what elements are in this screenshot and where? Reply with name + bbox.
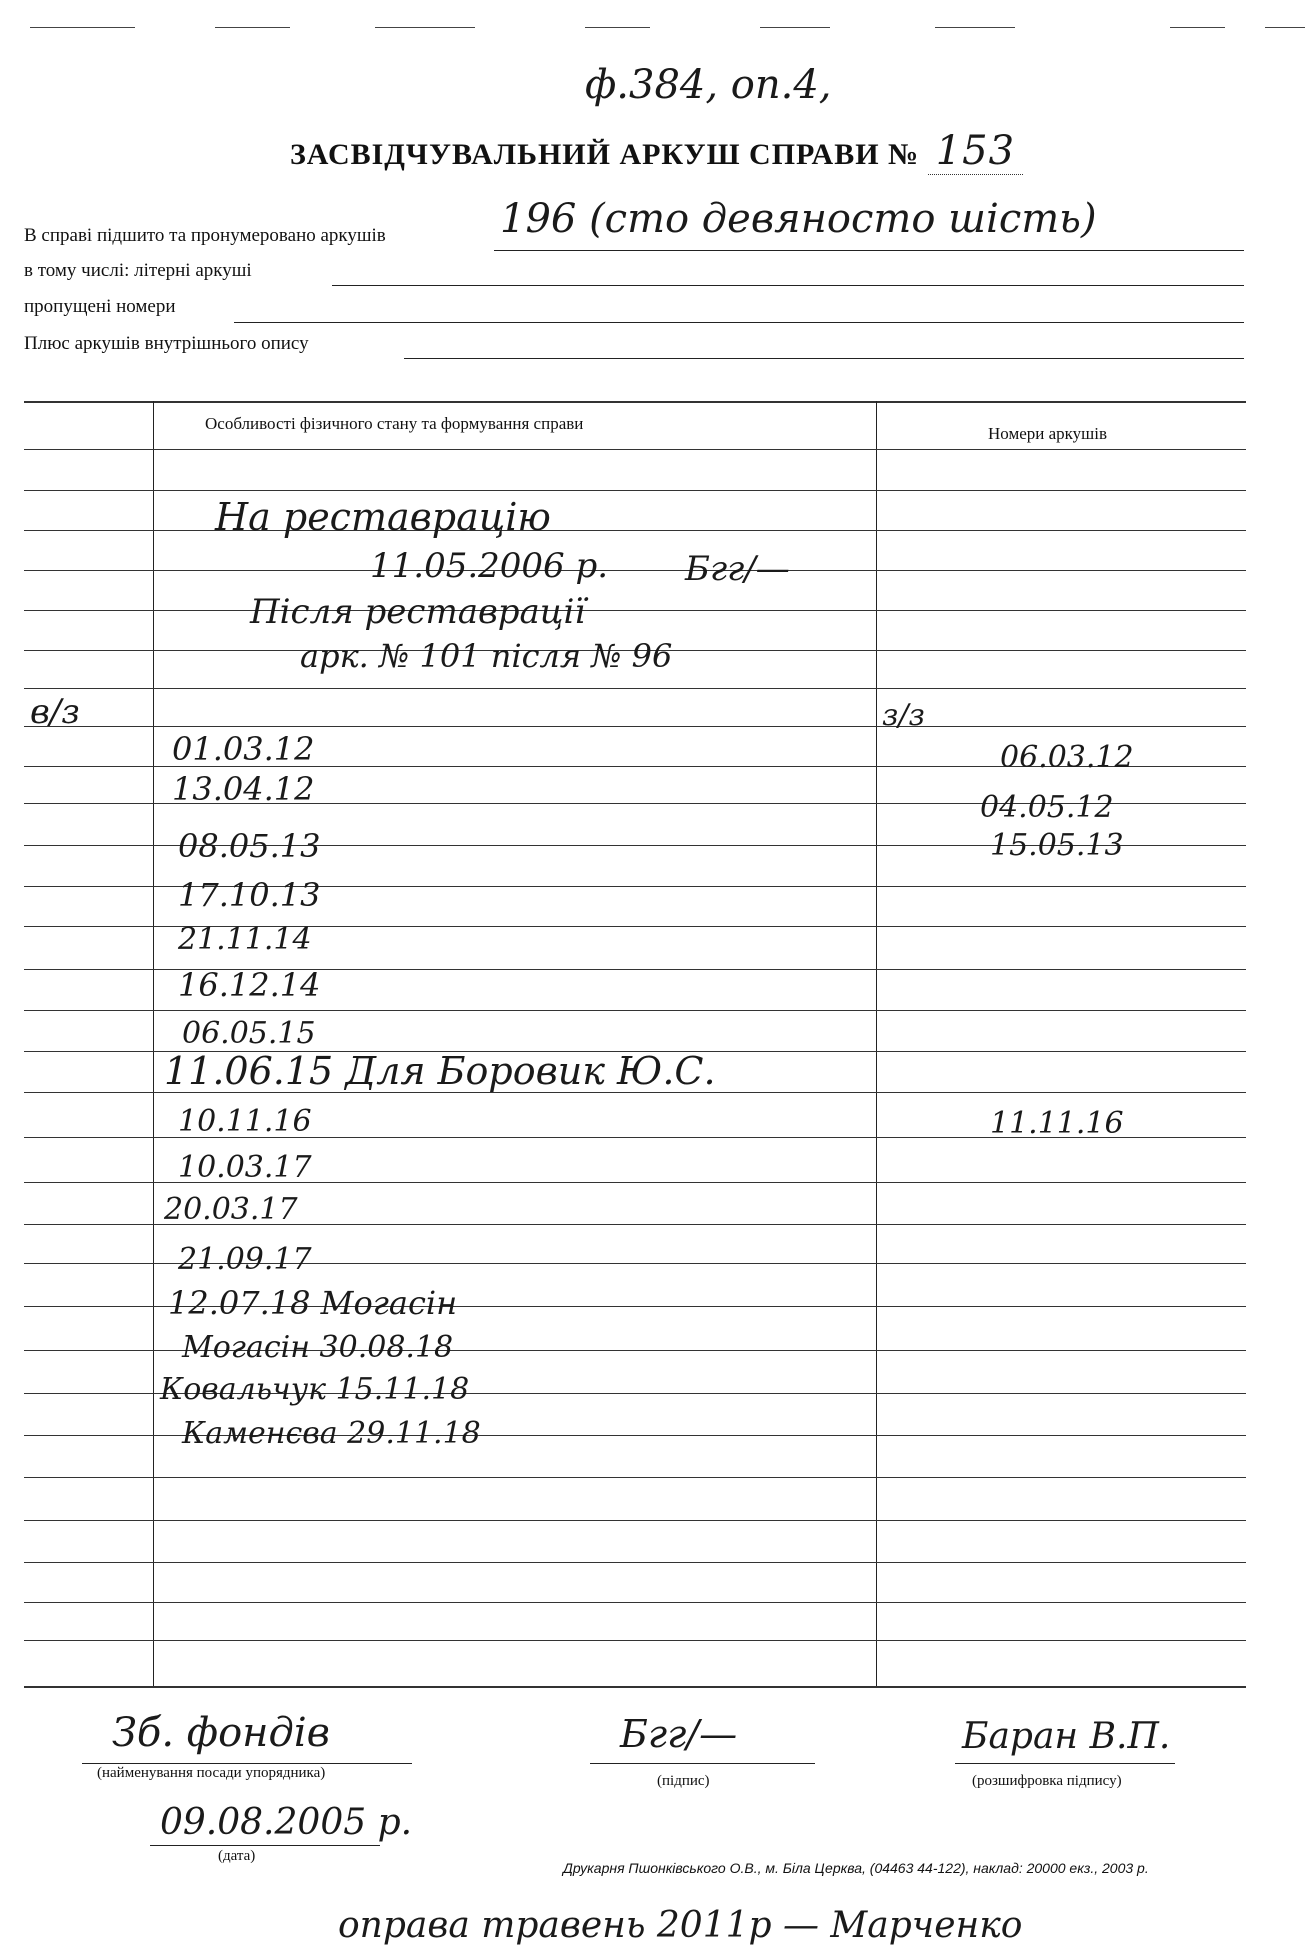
position-value: Зб. фондів bbox=[112, 1710, 330, 1756]
col-header-features: Особливості фізичного стану та формування справи bbox=[205, 414, 584, 433]
restoration-line-1: На реставрацію bbox=[215, 495, 551, 539]
table-row-line bbox=[24, 610, 1246, 611]
table-row-line bbox=[24, 530, 1246, 531]
entry-date: 13.04.12 bbox=[172, 770, 315, 808]
return-date: 06.03.12 bbox=[1000, 740, 1134, 775]
return-date: 04.05.12 bbox=[980, 790, 1114, 825]
entry-date: 20.03.17 bbox=[164, 1192, 298, 1227]
restoration-line-3: Після реставрації bbox=[250, 592, 586, 632]
restoration-line-4: арк. № 101 після № 96 bbox=[300, 637, 673, 675]
position-underline bbox=[82, 1763, 412, 1764]
missing-label: пропущені номери bbox=[24, 296, 176, 317]
table-divider-left bbox=[153, 401, 154, 1686]
table-row-line bbox=[24, 1562, 1246, 1563]
entry-date: Ковальчук 15.11.18 bbox=[160, 1372, 470, 1407]
title-text: ЗАСВІДЧУВАЛЬНИЙ АРКУШ СПРАВИ № bbox=[289, 138, 920, 171]
entry-date: 17.10.13 bbox=[178, 876, 321, 914]
printer-imprint: Друкарня Пшонківського О.В., м. Біла Церква, (04463 44-122), наклад: 20000 екз., 2003 р. bbox=[563, 1860, 1149, 1876]
table-row-line bbox=[24, 490, 1246, 491]
letter-underline bbox=[332, 285, 1244, 286]
scan-artifact bbox=[375, 27, 475, 28]
case-number: 153 bbox=[928, 128, 1023, 175]
table-row-line bbox=[24, 570, 1246, 571]
table-top-border bbox=[24, 401, 1246, 403]
sheets-label: В справі підшито та пронумеровано аркушів bbox=[24, 225, 386, 246]
scan-artifact bbox=[215, 27, 290, 28]
document-title bbox=[0, 128, 1313, 174]
inner-underline bbox=[404, 358, 1244, 359]
letter-label: в тому числі: літерні аркуші bbox=[24, 260, 252, 281]
left-margin-mark: в/з bbox=[30, 692, 80, 732]
sheets-underline bbox=[494, 250, 1244, 251]
table-bottom-border bbox=[24, 1686, 1246, 1688]
table-row-line bbox=[24, 1477, 1246, 1478]
col-header-sheets: Номери аркушів bbox=[988, 424, 1108, 443]
entry-date: 10.11.16 bbox=[178, 1104, 312, 1139]
entry-date: Могасін 30.08.18 bbox=[182, 1330, 454, 1365]
scan-artifact bbox=[760, 27, 830, 28]
entry-date: Каменєва 29.11.18 bbox=[182, 1416, 481, 1451]
table-row-line bbox=[24, 1520, 1246, 1521]
table-row-line bbox=[24, 1640, 1246, 1641]
scan-artifact bbox=[1265, 27, 1305, 28]
date-value: 09.08.2005 р. bbox=[160, 1802, 413, 1843]
entry-date: 16.12.14 bbox=[178, 966, 321, 1004]
table-row-line bbox=[24, 726, 1246, 727]
entry-date: 08.05.13 bbox=[178, 827, 321, 865]
right-margin-mark: з/з bbox=[882, 698, 925, 733]
entry-date: 01.03.12 bbox=[172, 730, 315, 768]
scan-artifact bbox=[30, 27, 135, 28]
restoration-signature: Бгг/— bbox=[685, 549, 790, 589]
return-date: 15.05.13 bbox=[990, 828, 1124, 863]
entry-date: 21.09.17 bbox=[178, 1242, 312, 1277]
scan-artifact bbox=[935, 27, 1015, 28]
signature: Бгг/— bbox=[620, 1712, 738, 1756]
name-value: Баран В.П. bbox=[962, 1716, 1171, 1757]
date-underline bbox=[150, 1845, 380, 1846]
return-date: 11.11.16 bbox=[990, 1106, 1124, 1141]
table-divider-right bbox=[876, 401, 877, 1686]
entry-date: 10.03.17 bbox=[178, 1150, 312, 1185]
table-row-line bbox=[24, 688, 1246, 689]
date-label: (дата) bbox=[218, 1848, 256, 1864]
entry-date: 21.11.14 bbox=[178, 922, 312, 957]
entry-date: 06.05.15 bbox=[182, 1016, 316, 1051]
name-label: (розшифровка підпису) bbox=[972, 1773, 1122, 1789]
inner-label: Плюс аркушів внутрішнього опису bbox=[24, 333, 309, 354]
table-row-line bbox=[24, 1010, 1246, 1011]
missing-underline bbox=[234, 322, 1244, 323]
name-underline bbox=[955, 1763, 1175, 1764]
scan-artifact bbox=[585, 27, 650, 28]
fond-annotation: ф.384, оп.4, bbox=[585, 62, 832, 108]
sheets-value: 196 (сто девяносто шість) bbox=[500, 196, 1097, 242]
entry-date: 11.06.15 Для Боровик Ю.С. bbox=[164, 1049, 716, 1093]
scan-artifact bbox=[1170, 27, 1225, 28]
table-row-line bbox=[24, 449, 1246, 450]
table-row-line bbox=[24, 1602, 1246, 1603]
restoration-date: 11.05.2006 р. bbox=[370, 546, 609, 586]
position-label: (найменування посади упорядника) bbox=[97, 1765, 326, 1781]
signature-underline bbox=[590, 1763, 815, 1764]
signature-label: (підпис) bbox=[657, 1773, 710, 1789]
entry-date: 12.07.18 Могасін bbox=[168, 1284, 458, 1322]
bottom-note: оправа травень 2011р — Марченко bbox=[338, 1905, 1023, 1946]
